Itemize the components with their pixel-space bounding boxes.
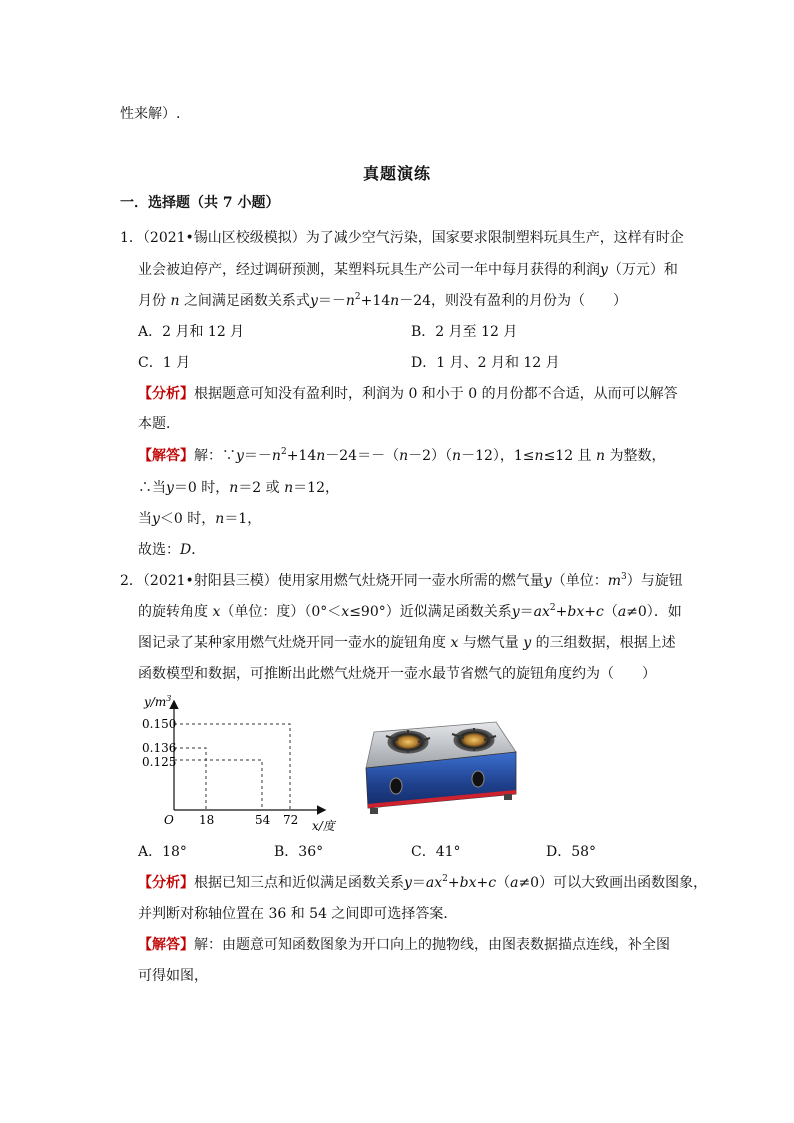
guide-54	[174, 760, 262, 810]
q1-option-a[interactable]: A．2 月和 12 月	[138, 324, 245, 340]
q2-answer: 【解答】解：由题意可知函数图象为开口向上的抛物线，由图表数据描点连线，补全图	[138, 937, 670, 953]
x-axis-label: x/度	[312, 819, 335, 833]
q2-line-1: 2．（2021•射阳县三模）使用家用燃气灶烧开同一壶水所需的燃气量y（单位：$m^3$）与旋钮	[120, 572, 683, 589]
y-tick-0136: 0.136	[142, 741, 177, 755]
q1-analysis: 【分析】根据题意可知没有盈利时，利润为 0 和小于 0 的月份都不合适，从而可以解答	[138, 386, 678, 402]
q2-line-4: 函数模型和数据，可推断出此燃气灶烧开一壶水最节省燃气的旋钮角度约为（ ）	[138, 666, 656, 682]
right-knob-icon	[472, 771, 484, 787]
origin-label: O	[164, 813, 174, 827]
q2-option-c[interactable]: C．41°	[411, 844, 461, 860]
q1-answer: 【解答】解：$\because y=-n^2+14n-24=-(n-2)(n-12)$，1≤n≤12 且 n 为整数，	[138, 447, 666, 464]
q2-line-2: 的旋转角度 x（单位：度）（0°＜x≤90°）近似满足函数关系$y=ax^2+bx+c(a\ne 0)$．如	[138, 603, 682, 620]
y-tick-0150: 0.150	[142, 717, 177, 731]
q1-line-3: 月份 n 之间满足函数关系式$y=-n^2+14n-24$，则没有盈利的月份为（ ）	[138, 292, 628, 309]
q2-line-3: 图记录了某种家用燃气灶烧开同一壶水的旋钮角度 x 与燃气量 y 的三组数据，根据上述	[138, 635, 676, 651]
q1-option-b[interactable]: B．2 月至 12 月	[411, 324, 518, 340]
q2-option-b[interactable]: B．36°	[274, 844, 324, 860]
q1-answer-3: 当y＜0 时，n＝1，	[138, 511, 262, 527]
q2-analysis: 【分析】根据已知三点和近似满足函数关系$y=ax^2+bx+c(a\ne 0)$可以大致画出函数图象，	[138, 874, 708, 891]
q1-option-c[interactable]: C．1 月	[138, 355, 191, 371]
part-heading: 一．选择题（共 7 小题）	[120, 195, 280, 211]
section-title: 真题演练	[362, 164, 431, 183]
q1-option-d[interactable]: D．1 月、2 月和 12 月	[411, 355, 560, 371]
q1-analysis-cont: 本题．	[138, 416, 180, 432]
gas-stove-image	[356, 712, 521, 824]
x-tick-72: 72	[283, 813, 299, 827]
q1-line-2: 业会被迫停产，经过调研预测，某塑料玩具生产公司一年中每月获得的利润y（万元）和	[138, 262, 678, 278]
y-tick-0125: 0.125	[142, 755, 177, 769]
q2-answer-cont: 可得如图，	[138, 968, 208, 984]
continued-text: 性来解）.	[120, 106, 181, 122]
q2-option-a[interactable]: A．18°	[138, 844, 187, 860]
q1-line-1: 1．（2021•锡山区校级模拟）为了减少空气污染，国家要求限制塑料玩具生产，这样有时企	[120, 230, 684, 246]
q1-answer-2: ∴当y＝0 时，n＝2 或 n＝12，	[138, 480, 339, 496]
x-tick-54: 54	[255, 813, 271, 827]
left-knob-icon	[390, 778, 402, 794]
x-tick-18: 18	[199, 813, 215, 827]
q2-analysis-cont: 并判断对称轴位置在 36 和 54 之间即可选择答案．	[138, 906, 458, 922]
q2-option-d[interactable]: D．58°	[546, 844, 597, 860]
y-axis-label: $y/m^3$	[144, 694, 172, 709]
guide-72	[174, 724, 290, 810]
data-graph	[130, 692, 335, 834]
q1-answer-4: 故选：D．	[138, 542, 206, 558]
guide-18	[174, 748, 206, 810]
